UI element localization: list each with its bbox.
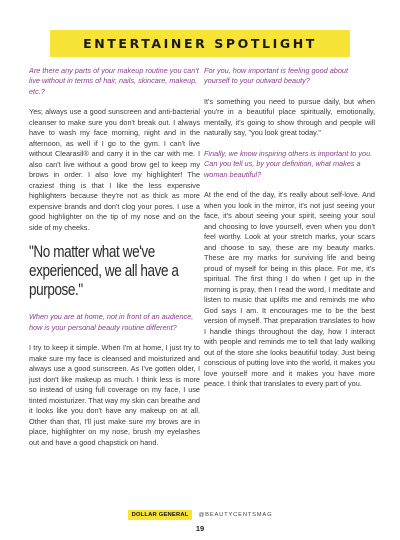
- answer-2: I try to keep it simple. When I'm at home, I just try to make sure my face is cleansed and moisturized and always use a good sunscreen. As I've gotten older, I just don't like makeup as much. I think less is more so instead of using full coverage on my face, I use tinted moisturizer. That way my skin can breathe and it looks like you don't have any makeup on at all. Other than that, I'll just make sure my brows are in place, highlighter on my nose, brush my eyelashes out and have a good chapstick on hand.: [29, 343, 200, 447]
- answer-4: At the end of the day, it's really about self-love. And when you look in the mirror, it's not just seeing your face, it's about seeing your spirit, seeing your soul and choosing to love yourself, even when you don't feel worthy. Look at your stretch marks, your scars and choose to say, these are my beauty marks. These are my marks for surviving life and being proud of myself for being in this place. For me, it's spiritual. The first thing I do when I get up in the morning is pray, then I read the word, I meditate and listen to music that uplifts me and reminds me who God says I am. It encourages me to be the best version of myself. That preparation translates to how I handle things throughout the day, how I interact with people and reminds me to tell that lady walking out of the store she looks beautiful today. Just being conscious of putting love into the world, it makes you love yourself more and it makes you have more peace. I think that translates to every part of you.: [204, 190, 375, 389]
- page-footer: [0, 510, 400, 520]
- social-handle: @BEAUTYCENTSMAG: [198, 512, 273, 518]
- question-4: Finally, we know inspiring others is important to you. Can you tell us, by your definition, what makes a woman beautiful?: [204, 148, 373, 179]
- question-1: Are there any parts of your makeup routine you can't live without in terms of hair, nails, skincare, makeup, etc.?: [29, 66, 199, 96]
- question-2: When you are at home, not in front of an audience, how is your personal beauty routine different?: [29, 312, 194, 332]
- answer-3: It's something you need to pursue daily, but when you're in a beautiful place spiritually, emotionally, mentally, it's going to show through and people will naturally say, "you look great today.": [204, 96, 375, 138]
- section-banner: [50, 30, 350, 57]
- answer-1: Yes; always use a good sunscreen and anti-bacterial cleanser to make sure you don't break out. I always have to wash my face morning, night and in the afternoon, as well if I go to the gym. I can't live without Clearasil® and carry it in the car with me. I also can't live without a good brow gel to keep my brows in order. I also love my highlighter! The craziest thing is that I like the less expensive highlighters because they're not as thick as more expensive brands and don't clog your pores. I use a good highlighter on the tip of my nose and on the side of my cheeks.: [29, 107, 200, 232]
- right-column: [204, 66, 375, 400]
- section-title: ENTERTAINER SPOTLIGHT: [83, 36, 317, 51]
- left-column: [29, 66, 200, 458]
- dollar-general-logo: DOLLAR GENERAL: [128, 510, 193, 520]
- pull-quote: "No matter what we've experienced, we all have a purpose.": [29, 243, 179, 300]
- question-3: For you, how important is feeling good about yourself to your outward beauty?: [204, 66, 348, 86]
- page-number: 19: [195, 524, 205, 533]
